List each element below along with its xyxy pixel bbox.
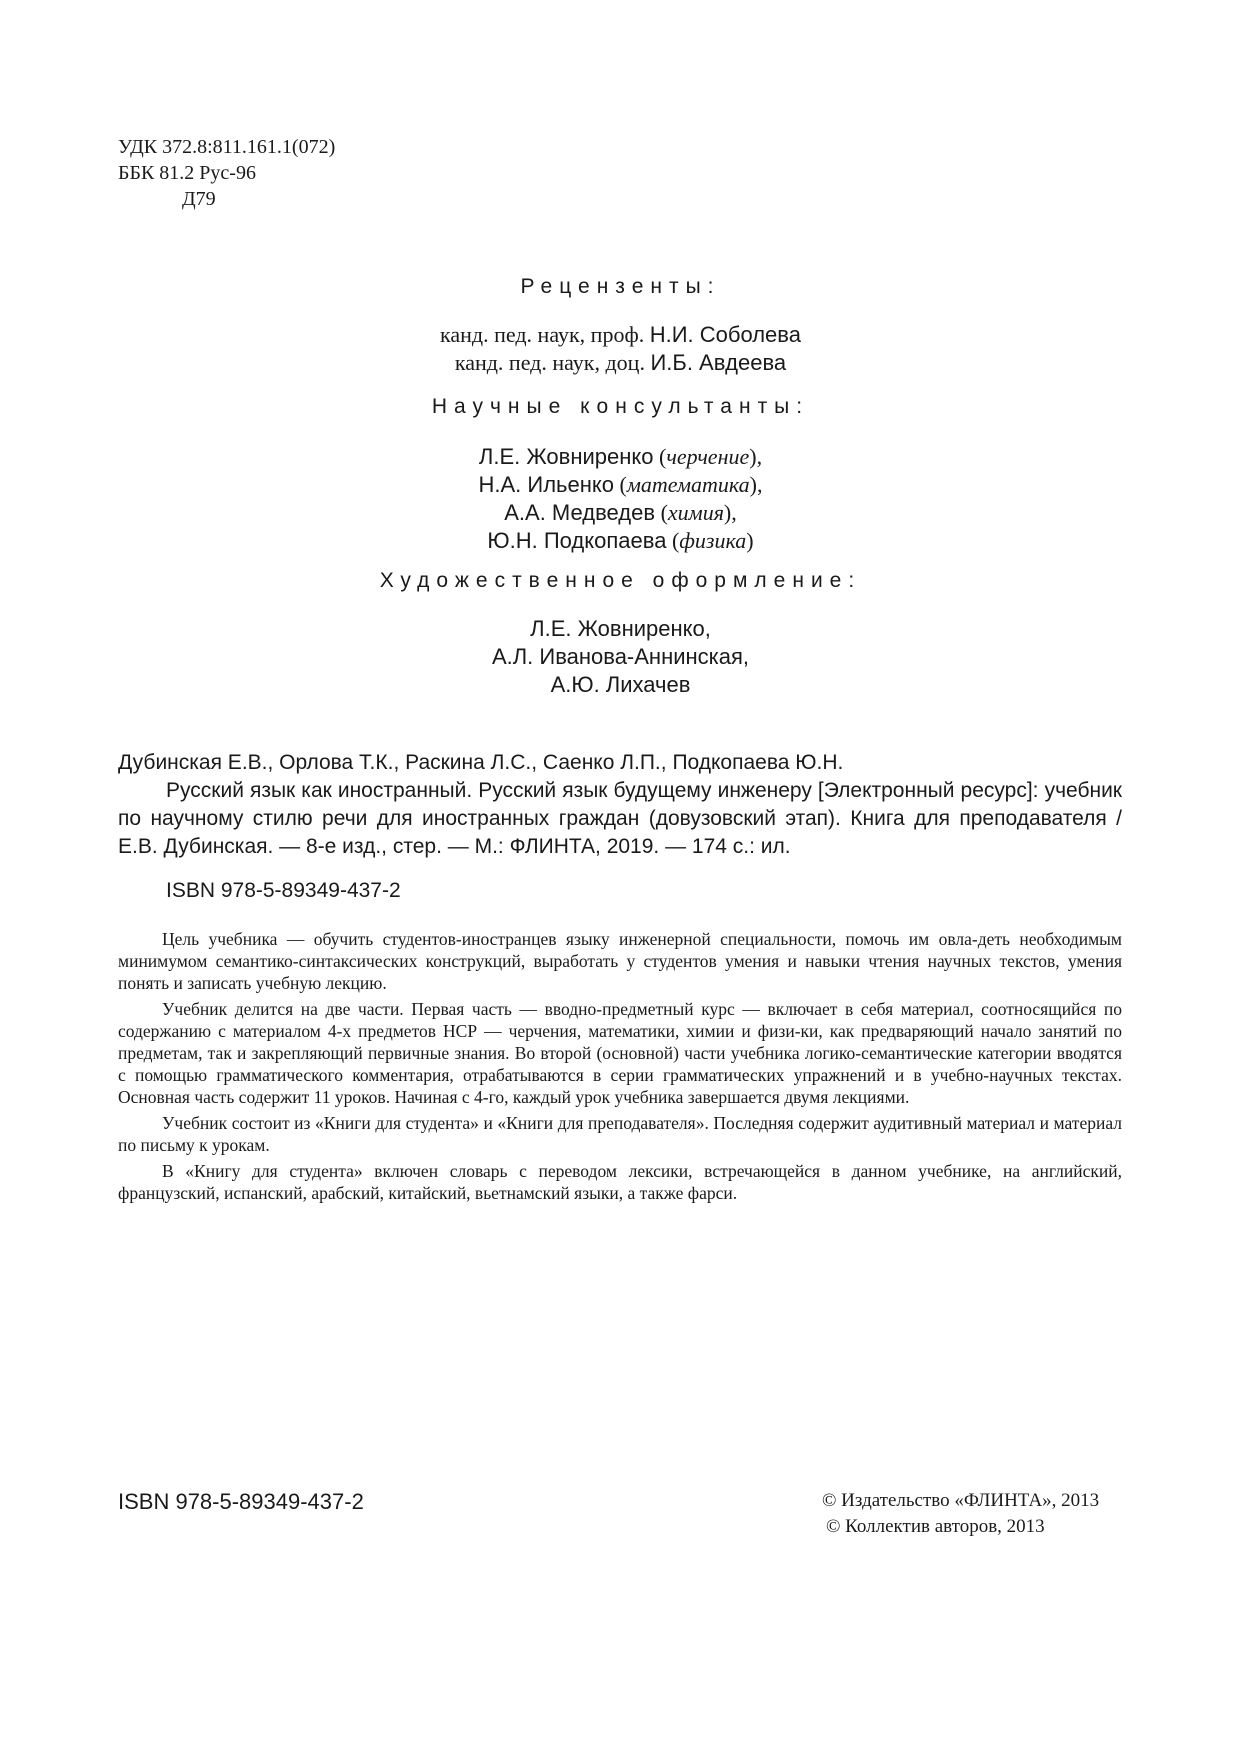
paren-open: ( bbox=[655, 500, 668, 525]
paren-close: ), bbox=[749, 444, 763, 469]
paren-open: ( bbox=[614, 472, 627, 497]
consultant-name: Н.А. Ильенко bbox=[478, 472, 615, 497]
paren-close: ) bbox=[746, 528, 754, 553]
annotation-paragraph: Учебник делится на две части. Первая часть — вводно-предметный курс — включает в себя материал, соотносящийся по содержанию с материалом 4-х предметов НСР — черчения, математики, химии и физи-ки, как предваряющий начало занятий по предметам, так и закрепляющий первичные знания. Во второй (основной) части учебника логико-семантические категории вводятся с помощью грамматического комментария, отрабатываются в серии грамматических упражнений и в учебно-научных текстах. Основная часть содержит 11 уроков. Начиная с 4-го, каждый урок учебника завершается двумя лекциями. bbox=[118, 999, 1122, 1107]
consultant-subject: физика bbox=[679, 528, 747, 553]
consultant-subject: химия bbox=[667, 500, 724, 525]
design-heading: Художественное оформление: bbox=[379, 569, 862, 592]
classification-block bbox=[118, 134, 335, 212]
reviewer-name: И.Б. Авдеева bbox=[650, 350, 787, 375]
bibliographic-description: Русский язык как иностранный. Русский язык будущему инженеру [Электронный ресурс]: учебник по научному стилю речи для иностранных граждан (довузовский этап). Книга для преподавателя / Е.В. Дубинская. — 8-е изд., стер. — М.: ФЛИНТА, 2019. — 174 с.: ил. bbox=[118, 779, 1122, 858]
annotation bbox=[118, 928, 1122, 1208]
design-section bbox=[0, 567, 1241, 699]
annotation-paragraph: В «Книгу для студента» включен словарь с переводом лексики, встречающейся в данном учебнике, на английский, французский, испанский, арабский, китайский, вьетнамский языки, а также фарси. bbox=[118, 1161, 1122, 1203]
consultant-line bbox=[0, 527, 1241, 555]
reviewer-line bbox=[0, 321, 1241, 349]
reviewer-title: канд. пед. наук, проф. bbox=[440, 322, 645, 347]
bibliographic-record bbox=[118, 749, 1122, 905]
designer-name: А.Л. Иванова-Аннинская, bbox=[491, 644, 750, 669]
consultant-subject: математика bbox=[626, 472, 750, 497]
paren-open: ( bbox=[666, 528, 680, 553]
designer-name: А.Ю. Лихачев bbox=[550, 672, 691, 697]
consultant-name: Ю.Н. Подкопаева bbox=[487, 528, 667, 553]
copyright-publisher: © Издательство «ФЛИНТА», 2013 bbox=[822, 1490, 1100, 1511]
paren-close: ), bbox=[723, 500, 737, 525]
consultants-heading: Научные консультанты: bbox=[431, 395, 810, 418]
consultant-name: Л.Е. Жовниренко bbox=[478, 444, 654, 469]
udk-code: УДК 372.8:811.161.1(072) bbox=[118, 136, 336, 158]
footer-isbn: ISBN 978-5-89349-437-2 bbox=[118, 1489, 364, 1514]
consultant-subject: черчение bbox=[666, 444, 750, 469]
paren-open: ( bbox=[653, 444, 667, 469]
reviewers-heading: Рецензенты: bbox=[520, 275, 721, 298]
bbk-code: ББК 81.2 Рус-96 bbox=[118, 162, 256, 184]
consultant-name: А.А. Медведев bbox=[504, 500, 656, 525]
annotation-paragraph: Цель учебника — обучить студентов-иностранцев языку инженерной специальности, помочь им овла-деть необходимым минимумом семантико-синтаксических конструкций, выработать у студентов умения и навыки чтения научных текстов, умения понять и записать учебную лекцию. bbox=[118, 929, 1122, 993]
reviewer-title: канд. пед. наук, доц. bbox=[454, 350, 645, 375]
designer-name: Л.Е. Жовниренко, bbox=[530, 616, 711, 641]
consultant-line bbox=[0, 471, 1241, 499]
author-mark: Д79 bbox=[182, 188, 216, 210]
reviewer-line bbox=[0, 349, 1241, 377]
paren-close: ), bbox=[749, 472, 763, 497]
annotation-paragraph: Учебник состоит из «Книги для студента» и «Книги для преподавателя». Последняя содержит аудитивный материал и материал по письму к урокам. bbox=[118, 1113, 1122, 1155]
consultant-line bbox=[0, 499, 1241, 527]
copyright-block bbox=[822, 1488, 1099, 1540]
consultants-section bbox=[0, 393, 1241, 555]
authors-line: Дубинская Е.В., Орлова Т.К., Раскина Л.С., Саенко Л.П., Подкопаева Ю.Н. bbox=[118, 751, 844, 774]
copyright-authors: © Коллектив авторов, 2013 bbox=[826, 1516, 1045, 1537]
consultant-line bbox=[0, 443, 1241, 471]
isbn-record: ISBN 978-5-89349-437-2 bbox=[166, 879, 401, 902]
reviewer-name: Н.И. Соболева bbox=[649, 322, 801, 347]
reviewers-section bbox=[0, 273, 1241, 377]
